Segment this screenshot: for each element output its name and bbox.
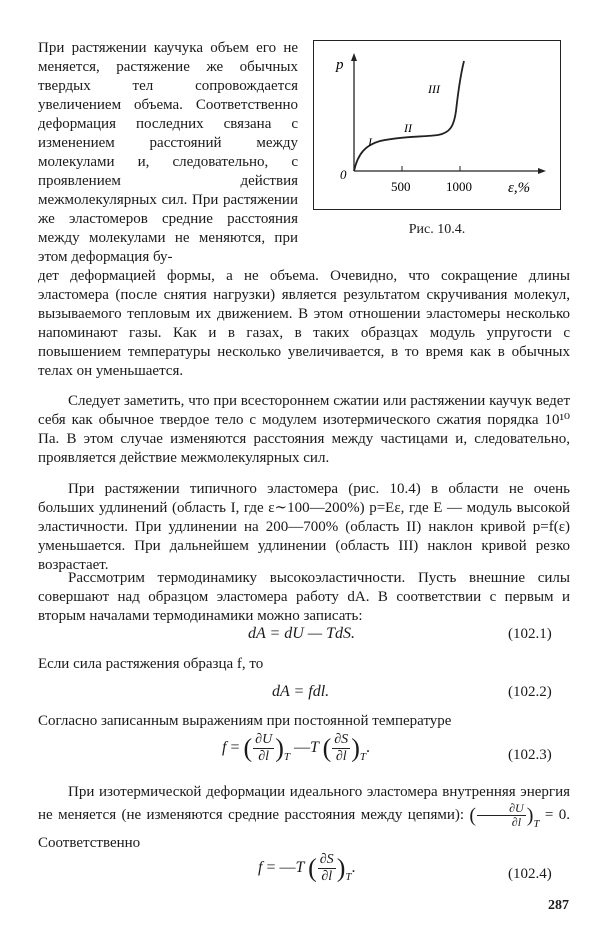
x-axis-arrow [538, 168, 546, 174]
equation-102-1-number: (102.1) [508, 626, 552, 642]
tick-label-1000: 1000 [446, 179, 472, 194]
paragraph-6: Согласно записанным выражениям при постоянной температуре [38, 713, 452, 729]
region-label-III: III [428, 82, 440, 96]
equation-102-1: dA = dU — TdS. [248, 625, 355, 642]
paragraph-3: При растяжении типичного эластомера (рис. 10.4) в области не очень больших удлинений (область I, где ε∼100—200%) p=Eε, где E — модуль высокой эластичности. При удлинении на 200—700% (область II) наклон кривой p=f(ε) уменьшается. При дальнейшем удлинении (область III) наклон кривой резко возрастает. [38, 481, 570, 573]
y-axis-arrow [351, 53, 357, 61]
paragraph-7: При изотермической деформации идеального эластомера внутренняя энергия не меняется (не изменяются средние расстояния между цепями): ( $\frac{\partial U}{\partial l}$ )$_T = 0$. Соответственно [38, 784, 570, 851]
origin-label: 0 [340, 167, 347, 182]
figure-10-4 [313, 40, 561, 210]
paragraph-2: Следует заметить, что при всестороннем сжатии или растяжении каучук ведет себя как обычное твердое тело с модулем изотермического сжатия порядка 10¹⁰ Па. В этом случае изменяются расстояния между частицами и, следовательно, проявляется действие межмолекулярных сил. [38, 393, 570, 466]
equation-102-4: f = —T ( $\frac{\partial S}{\partial l}$ )$_T$. [258, 852, 356, 884]
tick-label-500: 500 [391, 179, 411, 194]
equation-102-2: dA = fdl. [272, 683, 330, 700]
paragraph-1-continuation: дет деформацией формы, а не объема. Очевидно, что сокращение длины эластомера (после снятия нагрузки) является результатом скручивания молекул, вызываемого тепловым их движением. В этом отношении эластомеры несколько напоминают газы. Как и в газах, в таких образцах модуль упругости с повышением температуры несколько увеличивается, в то время как в обычных телах он уменьшается. [38, 268, 570, 379]
inline-equation-dU-dl: ( $\frac{\partial U}{\partial l}$ )$_T$ [469, 801, 540, 830]
equation-102-4-number: (102.4) [508, 866, 552, 882]
fraction-dU-dl: $\frac{\partial U}{\partial l}$ [255, 732, 273, 764]
x-axis-label: ε,% [508, 180, 531, 196]
stress-strain-chart [314, 41, 560, 209]
fraction-dS-dl: $\frac{\partial S}{\partial l}$ [334, 732, 349, 764]
figure-caption: Рис. 10.4. [408, 222, 466, 237]
y-axis-label: p [336, 57, 344, 73]
elastomer-curve [354, 61, 464, 171]
equation-102-3: f = ( $\frac{\partial U}{\partial l}$ )$_T$ —T ( $\frac{\partial S}{\partial l}$ )$_T$. [222, 732, 370, 764]
equation-102-2-number: (102.2) [508, 684, 552, 700]
fraction-dS-dl-2: $\frac{\partial S}{\partial l}$ [319, 852, 334, 884]
page-number: 287 [548, 898, 569, 913]
paragraph-5: Если сила растяжения образца f, то [38, 656, 264, 672]
paragraph-1-start: При растяжении каучука объем его не меняется, растяжение же обычных твердых тел сопровождается увеличением объема. Соответственно деформация последних связана с изменением расстояний между молекулами и, следовательно, с проявлением действия межмолекулярных сил. При растяжении же эластомеров средние расстояния между молекулами не меняются, при этом деформация бу- [38, 40, 298, 265]
region-label-II: II [404, 121, 412, 135]
region-label-I: I [368, 135, 372, 149]
equation-102-3-number: (102.3) [508, 747, 552, 763]
paragraph-4: Рассмотрим термодинамику высокоэластичности. Пусть внешние силы совершают над образцом эластомера работу dA. В соответствии с первым и вторым началами термодинамики можно записать: [38, 570, 570, 624]
